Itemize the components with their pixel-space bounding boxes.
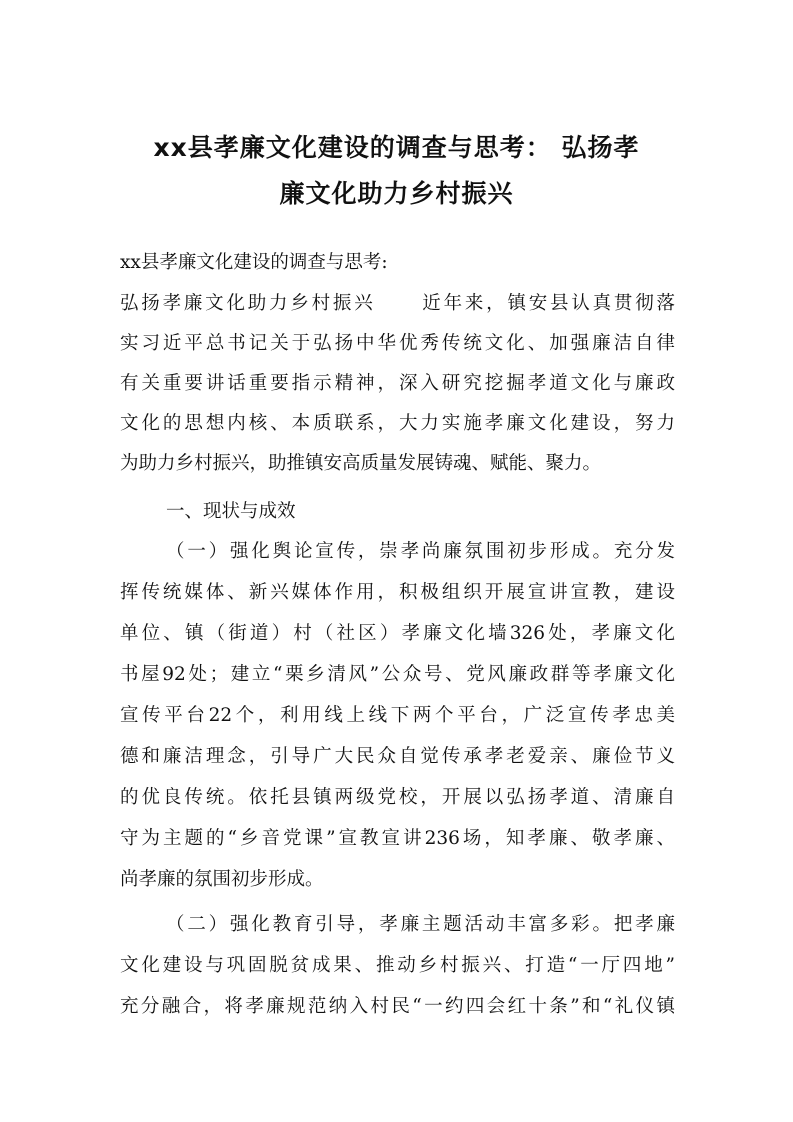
para-2-line-2: 文化建设与巩固脱贫成果、推动乡村振兴、打造“一厅四地”	[120, 955, 675, 976]
intro-line-5: 为助力乡村振兴，助推镇安高质量发展铸魂、赋能、聚力。	[120, 453, 602, 474]
document-title-line-1: xx县孝廉文化建设的调查与思考： 弘扬孝	[153, 133, 640, 162]
para-1-line-5: 宣传平台22个，利用线上线下两个平台，广泛宣传孝忠美	[120, 705, 675, 726]
para-2-line-1: （二）强化教育引导，孝廉主题活动丰富多彩。把孝廉	[166, 914, 675, 935]
para-1-line-1: （一）强化舆论宣传，崇孝尚廉氛围初步形成。充分发	[166, 541, 675, 562]
para-1-line-8: 守为主题的“乡音党课”宣教宣讲236场，知孝廉、敬孝廉、	[120, 828, 675, 849]
para-1-line-4: 书屋92处；建立“栗乡清风”公众号、党风廉政群等孝廉文化	[120, 664, 675, 685]
intro-line-1-text: 近年来，镇安县认真贯彻落	[419, 293, 675, 314]
para-1-line-6: 德和廉洁理念，引导广大民众自觉传承孝老爱亲、廉俭节义	[120, 746, 675, 767]
intro-line-4: 文化的思想内核、本质联系，大力实施孝廉文化建设，努力	[120, 413, 675, 434]
subtitle-line: xx县孝廉文化建设的调查与思考:	[120, 252, 388, 273]
intro-line-1	[120, 289, 675, 319]
intro-subtitle-tail: 弘扬孝廉文化助力乡村振兴	[120, 293, 376, 314]
section-1-heading: 一、现状与成效	[166, 501, 296, 522]
para-1-line-3: 单位、镇（街道）村（社区）孝廉文化墙326处，孝廉文化	[120, 623, 675, 644]
document-title-line-2: 廉文化助力乡村振兴	[279, 179, 514, 208]
para-2-line-3: 充分融合，将孝廉规范纳入村民“一约四会红十条”和“礼仪镇	[120, 996, 675, 1017]
para-1-line-9: 尚孝廉的氛围初步形成。	[120, 869, 324, 890]
para-1-line-7: 的优良传统。依托县镇两级党校，开展以弘扬孝道、清廉自	[120, 787, 675, 808]
intro-line-2: 实习近平总书记关于弘扬中华优秀传统文化、加强廉洁自律	[120, 333, 675, 354]
intro-line-3: 有关重要讲话重要指示精神，深入研究挖掘孝道文化与廉政	[120, 373, 675, 394]
para-1-line-2: 挥传统媒体、新兴媒体作用，积极组织开展宣讲宣教，建设	[120, 582, 675, 603]
